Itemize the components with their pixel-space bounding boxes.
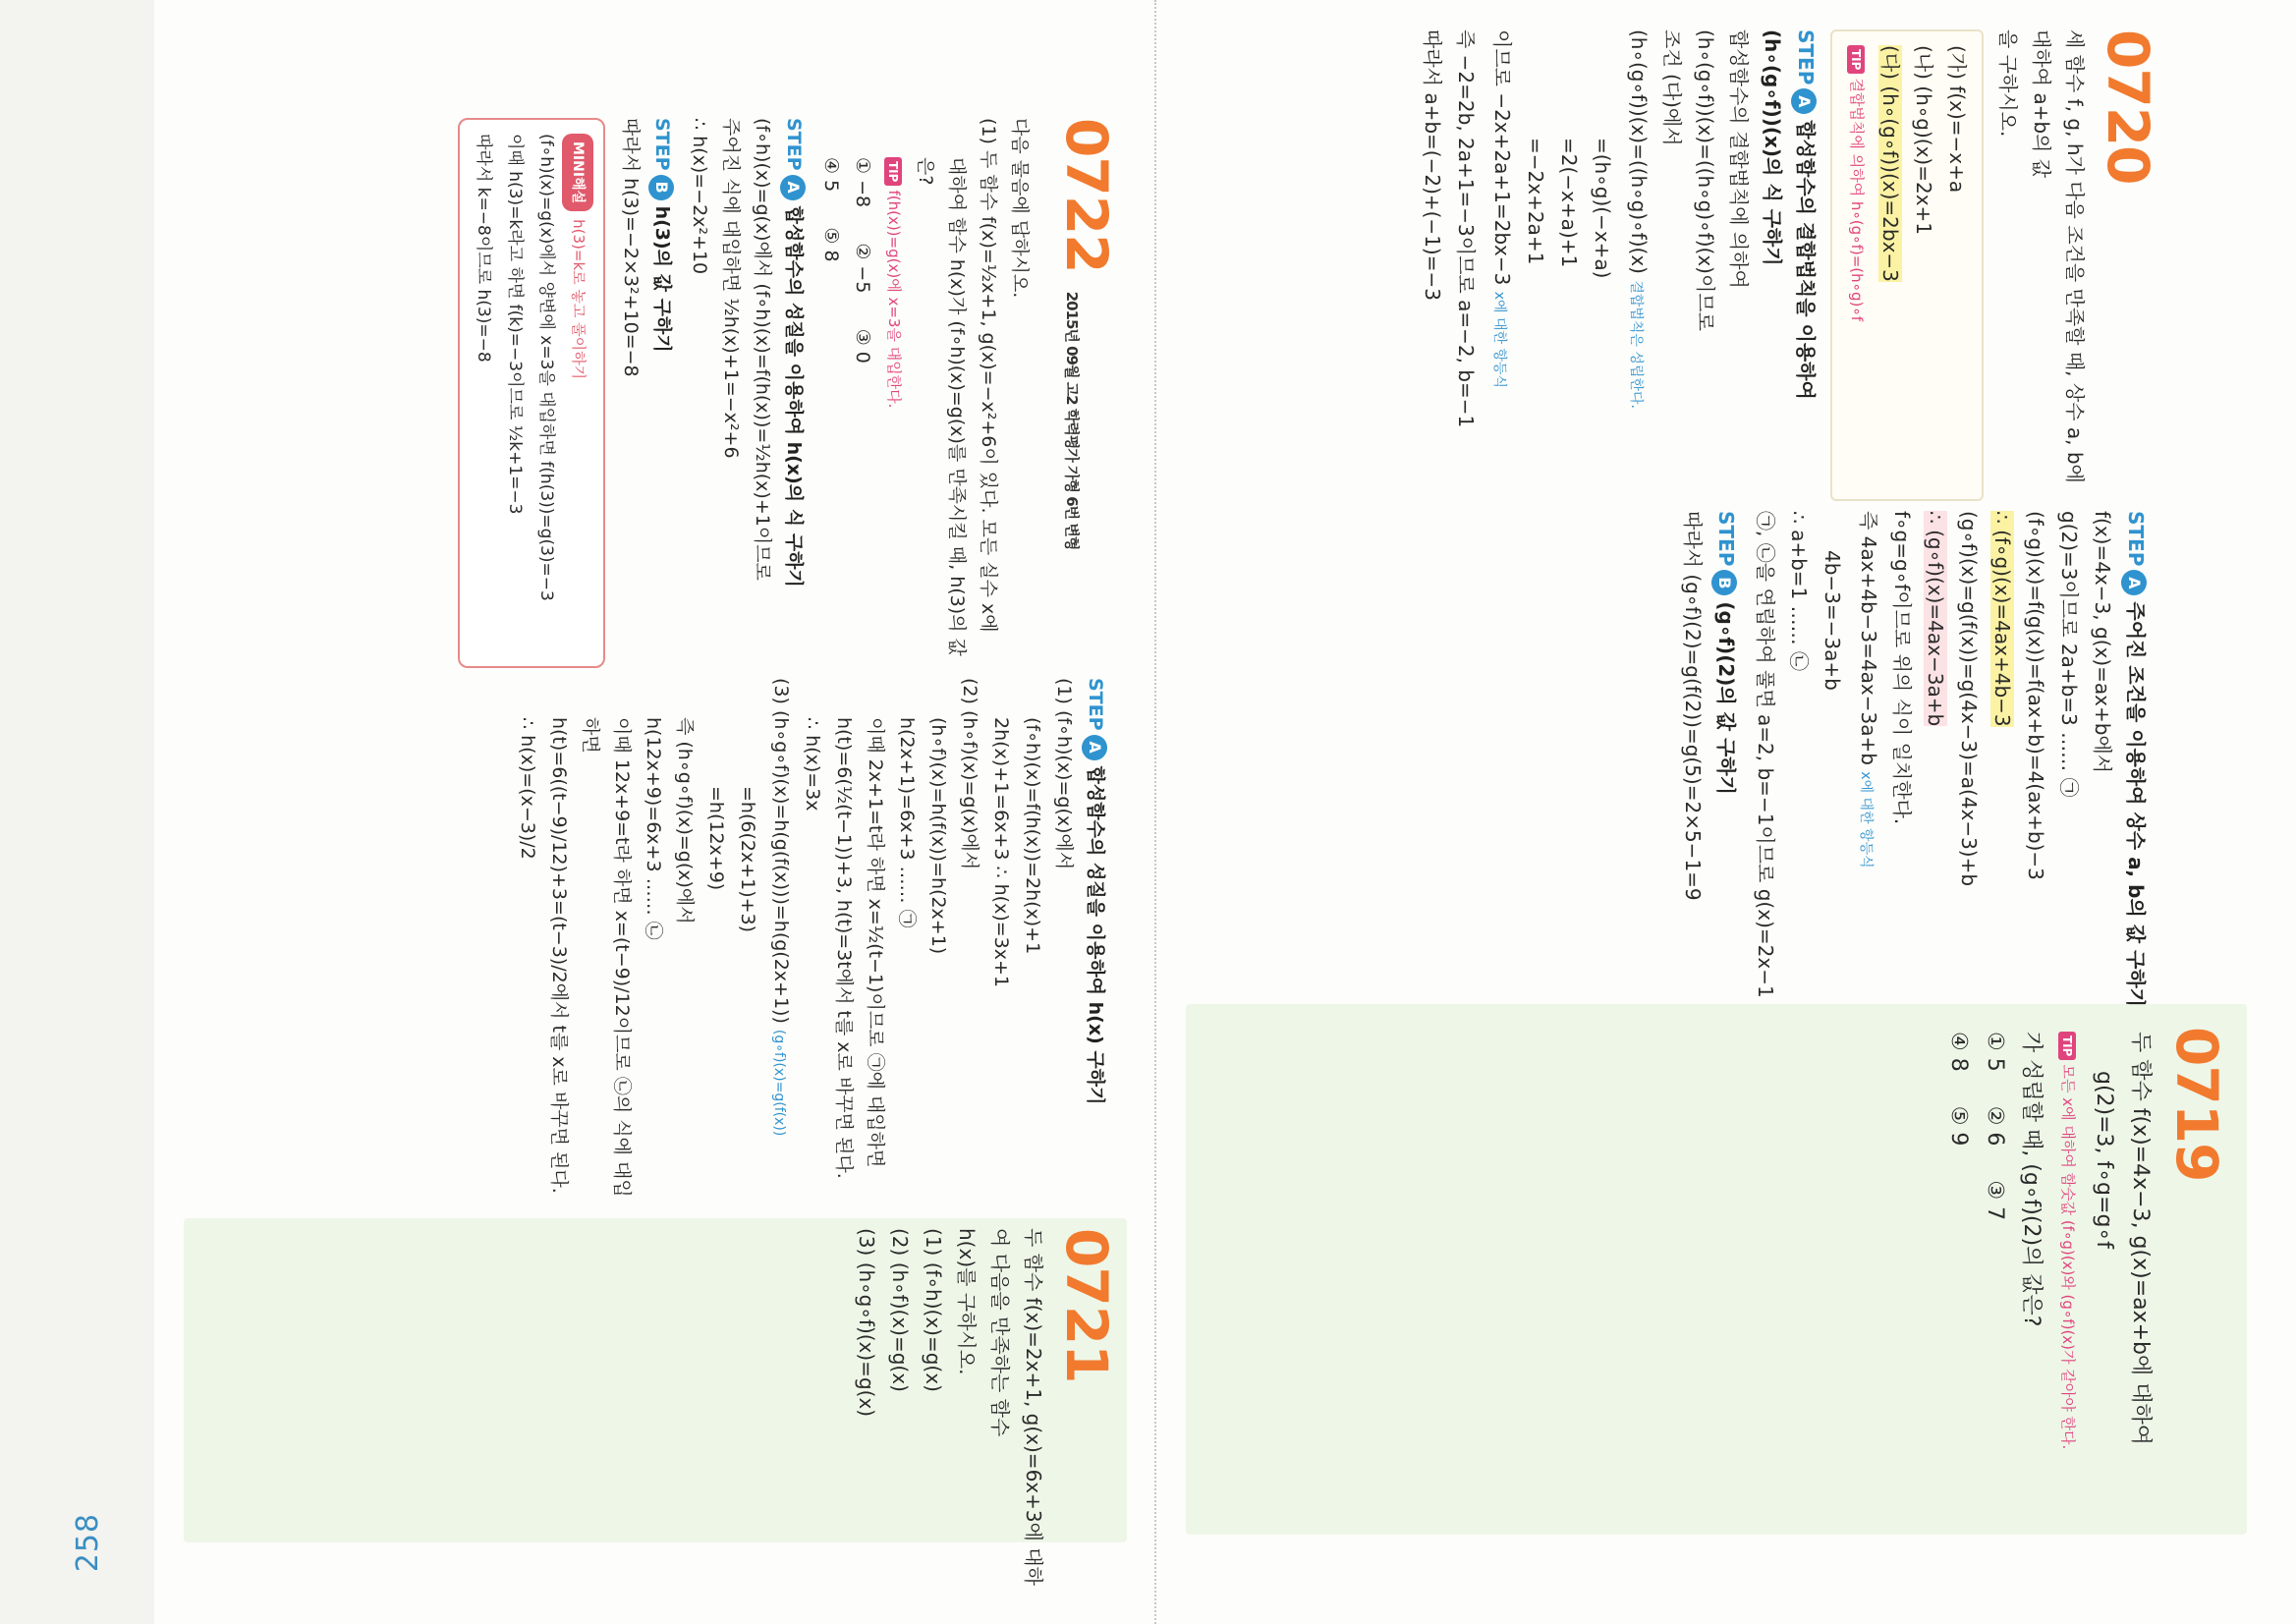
condition: (다) (h∘(g∘f))(x)=2bx−3 (1878, 45, 1902, 282)
q-line: 세 함수 f, g, h가 다음 조건을 만족할 때, 상수 a, b에 대하여 a+b의 값 (2030, 29, 2087, 483)
solution-0719 (1676, 511, 2158, 1007)
step-a-0719: STEPA주어진 조건을 이용하여 상수 a, b의 값 구하기 (2119, 511, 2153, 1002)
step-title: 합성함수의 성질을 이용하여 h(x) 구하기 (1085, 765, 1106, 1105)
step-badge-b: B (648, 175, 674, 200)
scan-margin (0, 0, 154, 1624)
choices-1 (847, 118, 878, 668)
sol-line: ∴ (g∘f)(x)=4ax−3a+b (1924, 511, 1947, 727)
sol-note: x에 대한 항등식 (1491, 291, 1507, 389)
sol-line: ∴ a+b=1 …… ㉡ (1787, 511, 1811, 671)
sol-line: ㉠, ㉡을 연립하여 풀면 a=2, b=−1이므로 g(x)=2x−1 (1754, 511, 1777, 998)
q0719-line1: 두 함수 f(x)=4x−3, g(x)=ax+b에 대하여 (2128, 1032, 2153, 1446)
condition: (나) (h∘g)(x)=2x+1 (1912, 45, 1935, 236)
condition-box (1830, 29, 1984, 501)
tip (878, 118, 910, 668)
mini-line: (f∘h)(x)=g(x)에서 양변에 x=3을 대입하면 f(h(3))=g(3)=−3 (536, 134, 556, 601)
step-b-0719: STEPB(g∘f)(2)의 값 구하기 (1709, 511, 1743, 1002)
sol-line: 즉 −2=2b, 2a+1=−3이므로 a=−2, b=−1 (1454, 29, 1478, 428)
sol-line: =h(12x+9) (705, 786, 727, 891)
step-a-0720: STEPA합성함수의 결합법칙을 이용하여 (h∘(g∘f))(x)의 식 구하기 (1761, 29, 1818, 400)
sol-line: (1) (f∘h)(x)=g(x)에서 (1053, 678, 1075, 870)
sol-line: h(t)=6((t−9)/12)+3=(t−3)/2에서 t를 x로 바꾸면 된다. (548, 717, 570, 1194)
sol-line: f(x)=4x−3, g(x)=ax+b에서 (2091, 511, 2114, 774)
sol-line: f∘g=g∘f이므로 위의 식이 일치한다. (1890, 511, 1914, 825)
q-line: 두 함수 f(x)=2x+1, g(x)=6x+3에 대하여 다음을 만족하는 함수 (988, 1228, 1045, 1586)
sol-line: 이때 2x+1=t라 하면 x=½(t−1)이므로 ㉠에 대입하면 (865, 717, 886, 1168)
choice[interactable]: ① −8 (852, 157, 873, 208)
problem-0722 (458, 118, 1120, 668)
sol-line: 이때 12x+9=t라 하면 x=(t−9)/12이므로 ㉡의 식에 대입하면 (580, 717, 633, 1198)
problem-0720 (1416, 29, 2161, 501)
sol-line: 즉 (h∘g∘f)(x)=g(x)에서 (674, 717, 696, 924)
sol-line: (f∘g)(x)=f(g(x))=f(ax+b)=4(ax+b)−3 (2024, 511, 2047, 880)
sol-note: x에 대한 항등식 (1858, 771, 1874, 868)
sol-line: ∴ h(x)=(x−3)/2 (517, 717, 538, 860)
sol-line: 합성함수의 결합법칙에 의하여 (1727, 29, 1751, 289)
sol-line: 4b−3=−3a+b (1820, 550, 1844, 691)
sol-line: ∴ h(x)=3x (802, 717, 823, 812)
sol-line (763, 678, 797, 1208)
sol-line: h(12x+9)=6x+3 …… ㉡ (643, 717, 664, 940)
tip (1840, 45, 1874, 485)
sol-line: g(2)=3이므로 2a+b=3 …… ㉠ (2057, 511, 2081, 798)
q0719-line3: 가 성립할 때, (g∘f)(2)의 값은? (2019, 1032, 2044, 1327)
choice[interactable]: ④ 5 (820, 157, 842, 193)
sol-line: 주어진 식에 대입하면 ½h(x)+1=−x²+6 (720, 118, 742, 459)
step-a-0721: STEPA합성함수의 성질을 이용하여 h(x) 구하기 (1080, 678, 1111, 1208)
sol-line: (f∘h)(x)=g(x)에서 (f∘h)(x)=f(h(x))=½h(x)+1이므로 (752, 118, 773, 581)
sol-text: 이므로 −2x+2a+1=2bx−3 (1490, 29, 1514, 286)
q-line: 다음 물음에 답하시오. (1009, 118, 1031, 299)
sol-line: =(h∘g)(−x+a) (1591, 138, 1614, 279)
tip-text: f(h(x))=g(x)에 x=3을 대입한다. (885, 190, 903, 409)
tip-text: 결합법칙에 의하여 h∘(g∘f)=(h∘g)∘f (1848, 78, 1866, 322)
sol-line (1619, 29, 1655, 501)
choice[interactable]: ③ 0 (852, 328, 873, 364)
problem-number: 0721 (1053, 1228, 1120, 1383)
solution-0721 (512, 678, 1117, 1208)
tip-badge: TIP (1847, 45, 1865, 74)
step-badge-a: A (780, 175, 806, 200)
step-title: 주어진 조건을 이용하여 상수 a, b의 값 구하기 (2124, 601, 2148, 1007)
sol-text: (3) (h∘g∘f)(x)=h(g(f(x)))=h(g(2x+1)) (770, 678, 792, 1024)
step-title: 합성함수의 결합법칙을 이용하여 (h∘(g∘f))(x)의 식 구하기 (1761, 29, 1818, 400)
mini-title: h(3)=k로 놓고 풀이하기 (570, 219, 588, 380)
choice[interactable]: ② 6 (1983, 1105, 2007, 1147)
choice[interactable]: ② −5 (852, 243, 873, 294)
step-badge-b: B (1711, 570, 1737, 595)
mini-solution-box (458, 118, 605, 668)
sol-line: =2(−x+a)+1 (1557, 138, 1581, 268)
sol-line: (h∘(g∘f))(x)=((h∘g)∘f)(x)이므로 (1694, 29, 1717, 331)
choices-2 (815, 118, 847, 668)
sol-line (1849, 511, 1885, 1002)
choice[interactable]: ④ 8 (1946, 1032, 1971, 1072)
step-title: 합성함수의 성질을 이용하여 h(x)의 식 구하기 (783, 205, 805, 588)
condition: (가) f(x)=−x+a (1945, 45, 1969, 194)
tip-text: 모든 x에 대하여 함숫값 (f∘g)(x)와 (g∘f)(x)가 같아야 한다. (2059, 1064, 2077, 1450)
q-item: (1) (f∘h)(x)=g(x) (922, 1228, 945, 1392)
sol-line: h(t)=6(½(t−1))+3, h(t)=3t에서 t를 x로 바꾸면 된다. (833, 717, 855, 1179)
mini-header (562, 134, 595, 652)
mini-line: 이때 h(3)=k라고 하면 f(k)=−3이므로 ½k+1=−3 (505, 134, 525, 515)
q0719-line2: g(2)=3, f∘g=g∘f (2092, 1071, 2116, 1249)
problem-0721 (850, 1228, 1120, 1601)
tip-badge: TIP (2058, 1032, 2076, 1060)
sol-line: 따라서 h(3)=−2×3²+10=−8 (620, 118, 642, 377)
source-note: 2015년 09월 고2 학력평가 가형 6번 변형 (1063, 291, 1081, 550)
sol-line: 따라서 a+b=(−2)+(−1)=−3 (1421, 29, 1444, 301)
q-line: 을 구하시오. (1996, 29, 2020, 138)
step-b-0722: STEPBh(3)의 값 구하기 (646, 118, 678, 668)
choice[interactable]: ⑤ 9 (1946, 1105, 1971, 1147)
choice[interactable]: ③ 7 (1983, 1180, 2007, 1221)
mini-line: 따라서 k=−8이므로 h(3)=−8 (474, 134, 493, 363)
mini-label: MINI해설 (562, 134, 593, 211)
sol-line (1483, 29, 1519, 501)
q0719 (1940, 1032, 2158, 1542)
step-badge-a: A (2121, 570, 2147, 595)
step-badge-a: A (1082, 735, 1107, 760)
sol-line: ∴ h(x)=−2x²+10 (689, 118, 710, 275)
sol-text: 즉 4ax+4b−3=4ax−3a+b (1857, 511, 1880, 765)
sol-text: (h∘(g∘f))(x)=((h∘g)∘f)(x) (1627, 29, 1651, 274)
q-line: 대하여 함수 h(x)가 (f∘h)(x)=g(x)를 만족시킬 때, h(3)의 값은? (915, 157, 968, 656)
sol-line: ∴ (f∘g)(x)=4ax+4b−3 (1990, 511, 2014, 727)
page-number: 258 (71, 1513, 105, 1573)
problem-number: 0719 (2163, 1027, 2230, 1182)
tip-badge: TIP (884, 157, 902, 186)
sol-line: 조건 (다)에서 (1660, 29, 1684, 146)
step-title: h(3)의 값 구하기 (651, 205, 673, 353)
q-item: (2) (h∘f)(x)=g(x) (888, 1228, 912, 1392)
choice[interactable]: ⑤ 8 (820, 227, 842, 262)
sol-line: 따라서 (g∘f)(2)=g(f(2))=g(5)=2×5−1=9 (1681, 511, 1705, 901)
step-title: (g∘f)(2)의 값 구하기 (1714, 601, 1738, 795)
sol-line: (2) (h∘f)(x)=g(x)에서 (959, 678, 980, 870)
q0719-tip (2049, 1032, 2086, 1542)
sol-line: (g∘f)(x)=g(f(x))=g(4x−3)=a(4x−3)+b (1957, 511, 1981, 887)
q0719-choices-2 (1940, 1032, 1977, 1542)
sol-line: =h(6(2x+1)+3) (737, 786, 758, 933)
step-badge-a: A (1791, 88, 1817, 114)
q-item: (3) (h∘g∘f)(x)=g(x) (855, 1228, 878, 1418)
sol-line: h(2x+1)=6x+3 …… ㉠ (896, 717, 918, 928)
problem-number-text: 0722 (1053, 118, 1120, 273)
q-line: h(x)를 구하시오. (955, 1228, 979, 1375)
sol-line: (h∘f)(x)=h(f(x))=h(2x+1) (927, 717, 949, 955)
problem-number (1041, 118, 1120, 668)
sol-note: 결합법칙은 성립한다. (1628, 280, 1644, 409)
q-line: (1) 두 함수 f(x)=½x+1, g(x)=−x²+6이 있다. 모든 실수 x에 (978, 118, 999, 633)
q0719-choices-1 (1977, 1032, 2013, 1542)
sol-line: 2h(x)+1=6x+3 ∴ h(x)=3x+1 (990, 717, 1012, 988)
sol-line: =−2x+2a+1 (1524, 138, 1547, 265)
choice[interactable]: ① 5 (1983, 1032, 2007, 1072)
step-a-0722: STEPA합성함수의 성질을 이용하여 h(x)의 식 구하기 (778, 118, 810, 668)
sol-line: (f∘h)(x)=f(h(x))=2h(x)+1 (1022, 717, 1043, 955)
problem-number: 0720 (2095, 29, 2161, 185)
sol-note: (g∘f)(x)=g(f(x)) (771, 1029, 787, 1137)
